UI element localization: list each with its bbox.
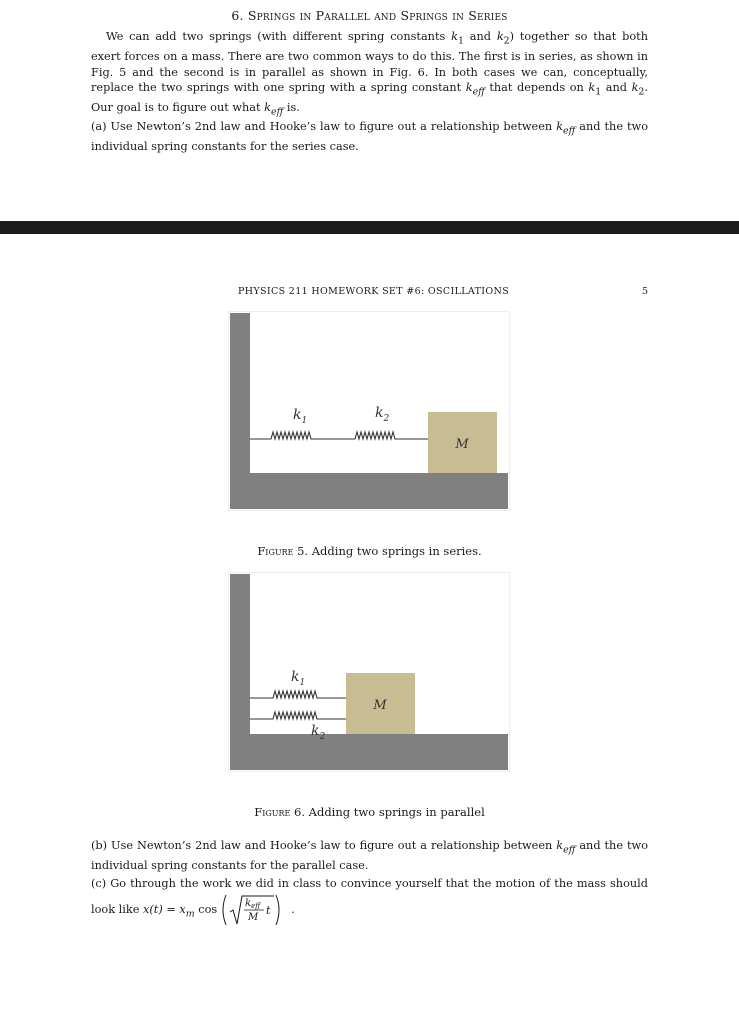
figure-6-caption: Figure 6. Adding two springs in parallel: [254, 805, 485, 819]
floor: [230, 734, 508, 770]
mass-label: M: [455, 437, 469, 452]
fraction-numerator: $k_{eff}$: [245, 897, 261, 910]
figure-5-caption: Figure 5. Adding two springs in series.: [257, 544, 482, 558]
page-bottom: [0, 234, 739, 1024]
spring-k2-label: $k_2$: [375, 405, 390, 424]
page-top-fragment: [0, 0, 739, 221]
fraction-denominator: M: [248, 911, 259, 923]
formula-sqrt-keff-over-m: [219, 892, 291, 928]
mass-label: M: [373, 698, 387, 713]
floor: [230, 473, 508, 509]
running-head: PHYSICS 211 HOMEWORK SET #6: OSCILLATIONS: [238, 286, 510, 297]
spring-k2-label: $k_2$: [311, 723, 326, 742]
spring-k1-label: $k_1$: [291, 669, 306, 688]
question-part-a: (a) Use Newton’s 2nd law and Hooke’s law to figure out a relationship between $k_{eff}$ and the two individual spring constants for the series case.: [91, 120, 649, 153]
figure-6-parallel-springs: [228, 572, 510, 772]
intro-paragraph: We can add two springs (with different spring constants $k_1$ and $k_2$) together so that both exert forces on a mass. There are two common ways to do this. The first is in series, as shown in Fig. 5 and the second is in parallel as shown in Fig. 6. In both cases we can, conceptually, replace the two springs with one spring with a spring constant $k_{eff}$ that depends on $k_1$ and $k_2$. Our goal is to figure out what $k_{eff}$ is.: [91, 30, 649, 118]
right-paren: [276, 895, 279, 925]
question-part-b: (b) Use Newton’s 2nd law and Hooke’s law to figure out a relationship between $k_{eff}$ and the two individual spring constants for the parallel case.: [91, 839, 648, 872]
page-number: 5: [642, 286, 649, 297]
time-variable: t: [266, 903, 271, 917]
figure-5-series-springs: [228, 311, 510, 511]
section-title: 6. Springs in Parallel and Springs in Series: [231, 8, 508, 23]
question-part-c: (c) Go through the work we did in class to convince yourself that the motion of the mass should look like $x(t) = x_m$ cos $k_{eff}$ M t .: [91, 876, 648, 928]
left-paren: [223, 895, 226, 925]
page-divider: [0, 221, 739, 234]
spring-k1-label: $k_1$: [293, 407, 308, 426]
